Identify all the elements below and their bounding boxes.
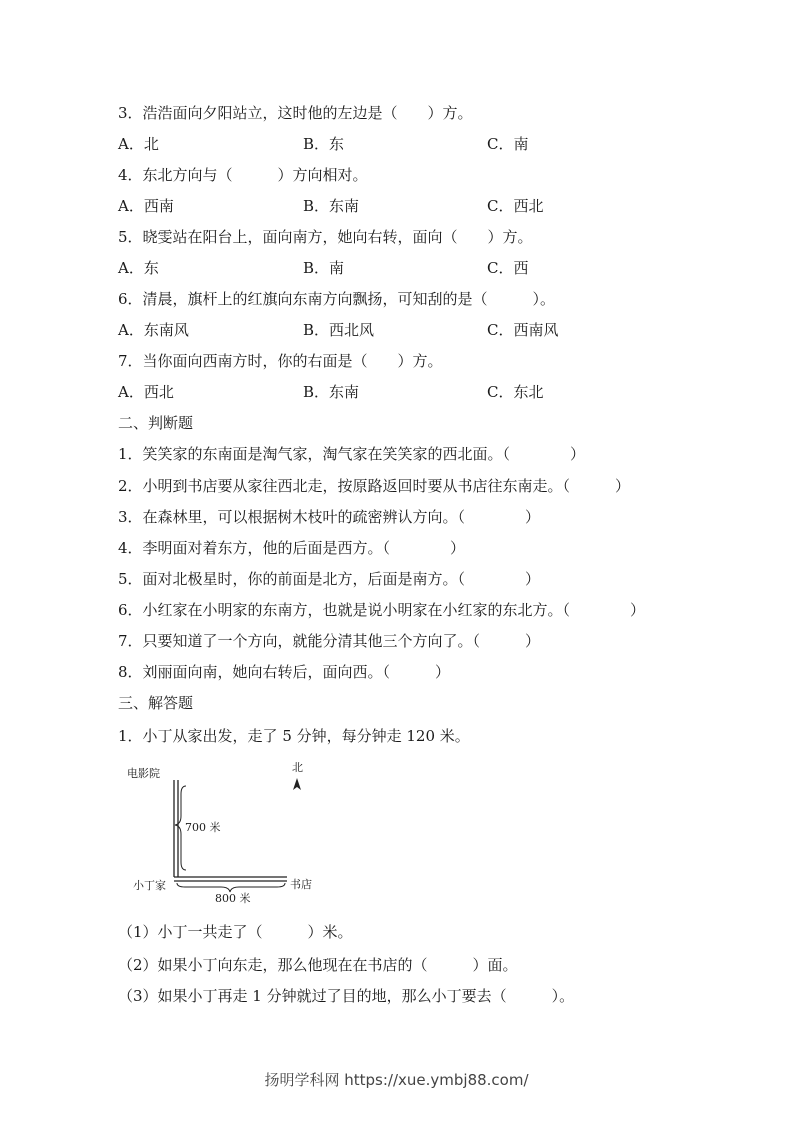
question-5-option-a: A．东 [118,259,159,277]
question-4-option-b: B．东南 [303,197,360,215]
judge-item-8: 8．刘丽面向南，她向右转后，面向西。（ ） [118,663,451,681]
judge-item-4: 4．李明面对着东方，他的后面是西方。（ ） [118,539,466,557]
question-5-option-c: C．西 [487,259,529,277]
question-4-option-a: A．西南 [118,197,174,215]
question-7-option-c: C．东北 [487,383,544,401]
question-3-stem: 3．浩浩面向夕阳站立，这时他的左边是（ ）方。 [118,104,473,122]
north-label: 北 [292,761,303,774]
question-6-stem: 6．清晨，旗杆上的红旗向东南方向飘扬，可知刮的是（ ）。 [118,290,556,308]
question-5-option-b: B．南 [303,259,345,277]
question-7-option-a: A．西北 [118,383,174,401]
judge-item-1: 1．笑笑家的东南面是淘气家，淘气家在笑笑家的西北面。（ ） [118,445,586,463]
question-6-option-b: B．西北风 [303,321,375,339]
sub-question-1: （1）小丁一共走了（ ）米。 [118,923,353,941]
horizontal-distance-label: 800 米 [215,892,251,905]
question-3-option-a: A．北 [118,135,159,153]
vertical-distance-label: 700 米 [185,821,221,834]
judge-item-7: 7．只要知道了一个方向，就能分清其他三个方向了。（ ） [118,632,541,650]
sub-question-3: （3）如果小丁再走 1 分钟就过了目的地，那么小丁要去（ ）。 [118,987,575,1005]
question-7-option-b: B．东南 [303,383,360,401]
judge-item-2: 2．小明到书店要从家往西北走，按原路返回时要从书店往东南走。（ ） [118,477,631,495]
judge-item-6: 6．小红家在小明家的东南方，也就是说小明家在小红家的东北方。（ ） [118,601,646,619]
section-2-title: 二、判断题 [118,414,194,432]
question-3-option-c: C．南 [487,135,529,153]
question-7-stem: 7．当你面向西南方时，你的右面是（ ）方。 [118,352,443,370]
route-diagram [125,758,325,908]
home-label: 小丁家 [133,879,166,892]
sub-question-2: （2）如果小丁向东走，那么他现在在书店的（ ）面。 [118,956,518,974]
question-6-option-c: C．西南风 [487,321,559,339]
question-4-stem: 4．东北方向与（ ）方向相对。 [118,166,368,184]
question-5-stem: 5．晓雯站在阳台上，面向南方，她向右转，面向（ ）方。 [118,228,533,246]
north-arrow-icon [293,778,301,790]
judge-item-5: 5．面对北极星时，你的前面是北方，后面是南方。（ ） [118,570,541,588]
problem-1-stem: 1．小丁从家出发，走了 5 分钟，每分钟走 120 米。 [118,727,470,745]
judge-item-3: 3．在森林里，可以根据树木枝叶的疏密辨认方向。（ ） [118,508,541,526]
cinema-label: 电影院 [127,767,160,780]
bookstore-label: 书店 [290,878,312,891]
question-4-option-c: C．西北 [487,197,544,215]
question-6-option-a: A．东南风 [118,321,189,339]
page-footer: 扬明学科网 https://xue.ymbj88.com/ [264,1071,529,1089]
section-3-title: 三、解答题 [118,694,194,712]
question-3-option-b: B．东 [303,135,345,153]
